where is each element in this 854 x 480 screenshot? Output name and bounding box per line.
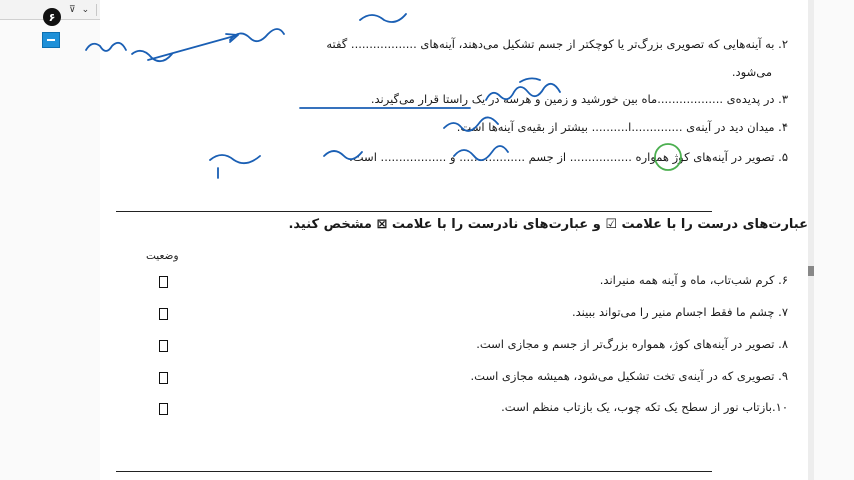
status-checkbox-7[interactable] (159, 308, 168, 320)
viewer-left-margin (0, 20, 100, 480)
status-header: وضعیت (146, 250, 179, 262)
question-4: ۴. میدان دید در آینه‌ی ..............ا.......... بیشتر از بقیه‌ی آینه‌ها است. (456, 120, 788, 134)
chevron-down-icon[interactable]: ⌄ (81, 4, 90, 14)
statement-9: ۹. تصویری که در آینه‌ی تخت تشکیل می‌شود، همیشه مجازی است. (470, 369, 788, 383)
highlight-icon[interactable]: ⊽ (69, 4, 76, 14)
statement-7: ۷. چشم ما فقط اجسام منیر را می‌تواند ببیند. (571, 305, 788, 319)
question-2-line-1: ۲. به آینه‌هایی که تصویری بزرگ‌تر یا کوچکتر از جسم تشکیل می‌دهند، آینه‌های .................. گفته (326, 37, 788, 51)
toolbar-separator (96, 4, 97, 16)
pdf-page (100, 0, 808, 480)
status-checkbox-8[interactable] (159, 340, 168, 352)
section-divider (116, 211, 712, 212)
question-3: ۳. در پدیده‌ی ..................ماه بین خورشید و زمین و هرسه در یک راستا قرار می‌گیرند. (370, 92, 788, 106)
bottom-divider (116, 471, 712, 472)
minimize-panel-button[interactable] (42, 32, 60, 48)
viewer-right-margin (814, 0, 854, 480)
status-checkbox-9[interactable] (159, 372, 168, 384)
app-logo: ۶ (43, 8, 61, 26)
statement-6: ۶. کرم شب‌تاب، ماه و آینه همه منیراند. (599, 273, 788, 287)
statement-10: ۱۰.بازتاب نور از سطح یک تکه چوب، یک بازتاب منظم است. (501, 400, 788, 414)
section-2-title: عبارت‌های درست را با علامت ☑ و عبارت‌های نادرست را با علامت ⊠ مشخص کنید. (288, 217, 808, 232)
question-2-line-2: می‌شود. (731, 65, 772, 79)
statement-8: ۸. تصویر در آینه‌های کوژ، همواره بزرگ‌تر از جسم و مجازی است. (476, 337, 788, 351)
status-checkbox-10[interactable] (159, 403, 168, 415)
status-checkbox-6[interactable] (159, 276, 168, 288)
question-5: ۵. تصویر در آینه‌های کوژ همواره ................. از جسم .................. و .................. است. (349, 150, 788, 164)
